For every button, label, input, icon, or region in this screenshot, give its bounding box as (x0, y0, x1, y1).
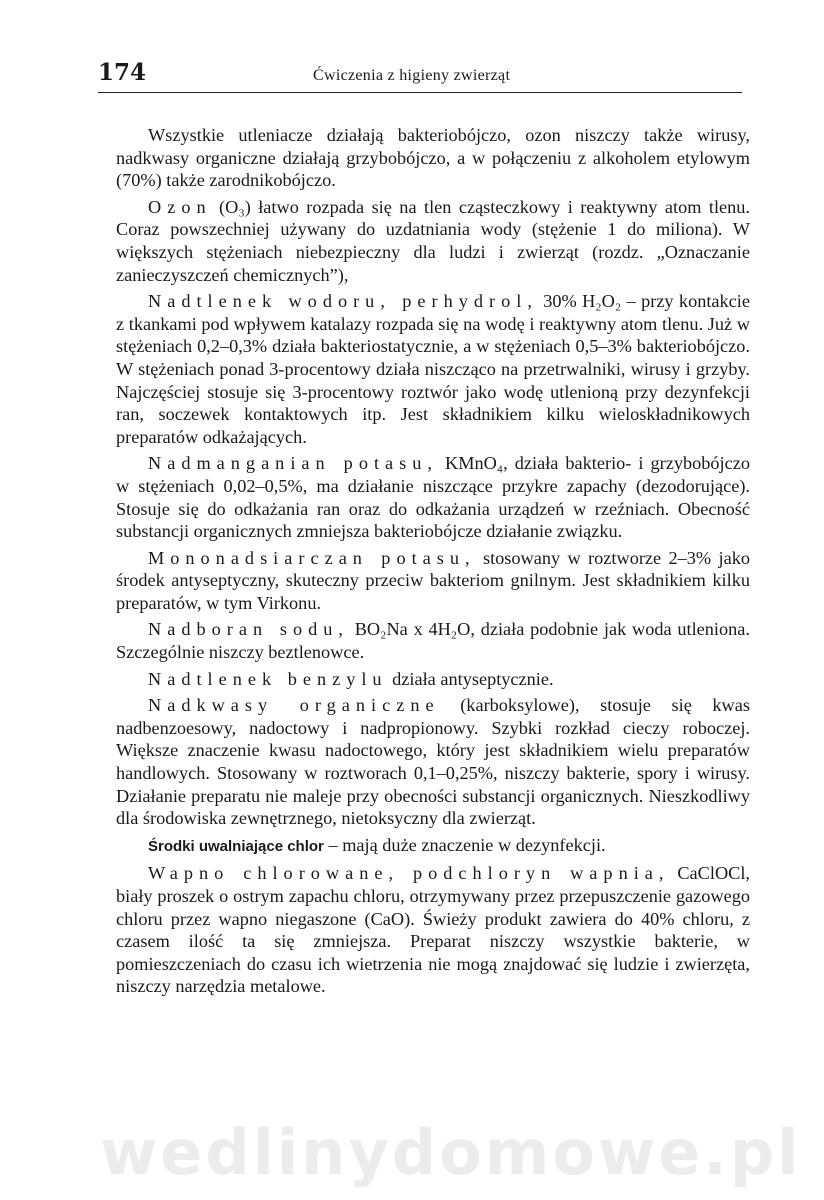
term-potassium-monopersulfate: Mononadsiarczan potasu, (148, 547, 476, 568)
paragraph-intro (116, 124, 750, 192)
term-ozone: Ozon (148, 196, 212, 217)
page-number: 174 (98, 59, 147, 86)
term-potassium-permanganate: Nadmanganian potasu, (148, 453, 438, 474)
term-benzyl-peroxide: Nadtlenek benzylu (148, 668, 388, 689)
paragraph-text: (karboksylowe), stosuje się kwas nadbenzoesowy, nadoctowy i nadpropionowy. Szybki rozkład cieczy roboczej. Większe znaczenie kwasu nadoctowego, który jest składnikiem wielu preparatów handlowych. Stosowany w roztworach 0,1–0,25%, niszczy bakterie, spory i wirusy. Działanie preparatu nie maleje przy obecności substancji organicznych. Nieszkodliwy dla środowiska zewnętrznego, nietoksyczny dla zwierząt. (116, 695, 750, 829)
paragraph-chlorinated-lime (116, 862, 750, 998)
paragraph-benzyl-peroxide (116, 668, 750, 691)
paragraph-potassium-monopersulfate (116, 547, 750, 615)
watermark: wedlinydomowe.pl (100, 1116, 802, 1189)
paragraph-chlorine-agents (116, 834, 750, 859)
paragraph-text: 30% H₂O₂ – przy kontakcie z tkankami pod wpływem katalazy rozpada się na wodę i reaktywny atom tlenu. Już w stężeniach 0,2–0,3% działa bakteriostatycznie, a w stężeniach 0,5–3% bakteriobójczo. W stężeniach ponad 3-procentowy działa niszcząco na przetrwalniki, wirusy i grzyby. Najczęściej stosuje się 3-procentowy roztwór jako wodę utlenioną przy dezynfekcji ran, soczewek kontaktowych itp. Jest składnikiem kilku wieloskładnikowych preparatów odkażających. (116, 291, 750, 447)
heading-chlorine-agents: Środki uwalniające chlor (148, 837, 324, 855)
paragraph-text: stosowany w roztworze 2–3% jako środek antyseptyczny, skuteczny przeciw bakteriom gnilnym. Jest składnikiem kilku preparatów, w tym Virkonu. (116, 547, 750, 613)
term-chlorinated-lime: Wapno chlorowane, podchloryn wapnia, (148, 863, 670, 884)
page-header (98, 58, 742, 93)
paragraph-text: BO₂Na x 4H₂O, działa podobnie jak woda utleniona. Szczególnie niszczy beztlenowce. (116, 619, 750, 663)
paragraph-text: Wszystkie utleniacze działają bakteriobójczo, ozon niszczy także wirusy, nadkwasy organiczne działają grzybobójczo, a w połączeniu z alkoholem etylowym (70%) także zarodnikobójczo. (116, 125, 750, 191)
paragraph-potassium-permanganate (116, 452, 750, 542)
paragraph-text: KMnO₄, działa bakterio- i grzybobójczo w stężeniach 0,02–0,5%, ma działanie niszczące przykre zapachy (dezodorujące). Stosuje się do odkażania ran oraz do odkażania urządzeń w rzeźniach. Obecność substancji organicznych zmniejsza bakteriobójcze działanie związku. (116, 453, 751, 542)
paragraph-ozone (116, 196, 750, 286)
paragraph-text: (O₃) łatwo rozpada się na tlen cząsteczkowy i reaktywny atom tlenu. Coraz powszechniej używany do uzdatniania wody (stężenie 1 do miliona). W większych stężeniach niebezpieczny dla ludzi i zwierząt (rozdz. „Oznaczanie zanieczyszczeń chemicznych”), (116, 196, 750, 285)
paragraph-text: – mają duże znaczenie w dezynfekcji. (323, 834, 606, 855)
paragraph-hydrogen-peroxide (116, 290, 750, 448)
paragraph-organic-peracids (116, 694, 750, 830)
paragraph-text: CaClOCl, biały proszek o ostrym zapachu chloru, otrzymywany przez przepuszczenie gazowego chloru przez wapno niegaszone (CaO). Świeży produkt zawiera do 40% chloru, z czasem ilość ta się zmniejsza. Preparat niszczy wszystkie bakterie, w pomieszczeniach do czasu ich wietrzenia nie mogą znajdować się ludzie i zwierzęta, niszczy narzędzia metalowe. (116, 863, 750, 997)
running-title: Ćwiczenia z higieny zwierząt (313, 67, 511, 84)
paragraph-sodium-perborate (116, 618, 750, 663)
term-hydrogen-peroxide: Nadtlenek wodoru, perhydrol, (148, 291, 538, 312)
body-text (116, 124, 750, 1002)
term-sodium-perborate: Nadboran sodu, (148, 619, 349, 640)
paragraph-text: działa antyseptycznie. (387, 668, 554, 689)
term-organic-peracids: Nadkwasy organiczne (148, 695, 440, 716)
